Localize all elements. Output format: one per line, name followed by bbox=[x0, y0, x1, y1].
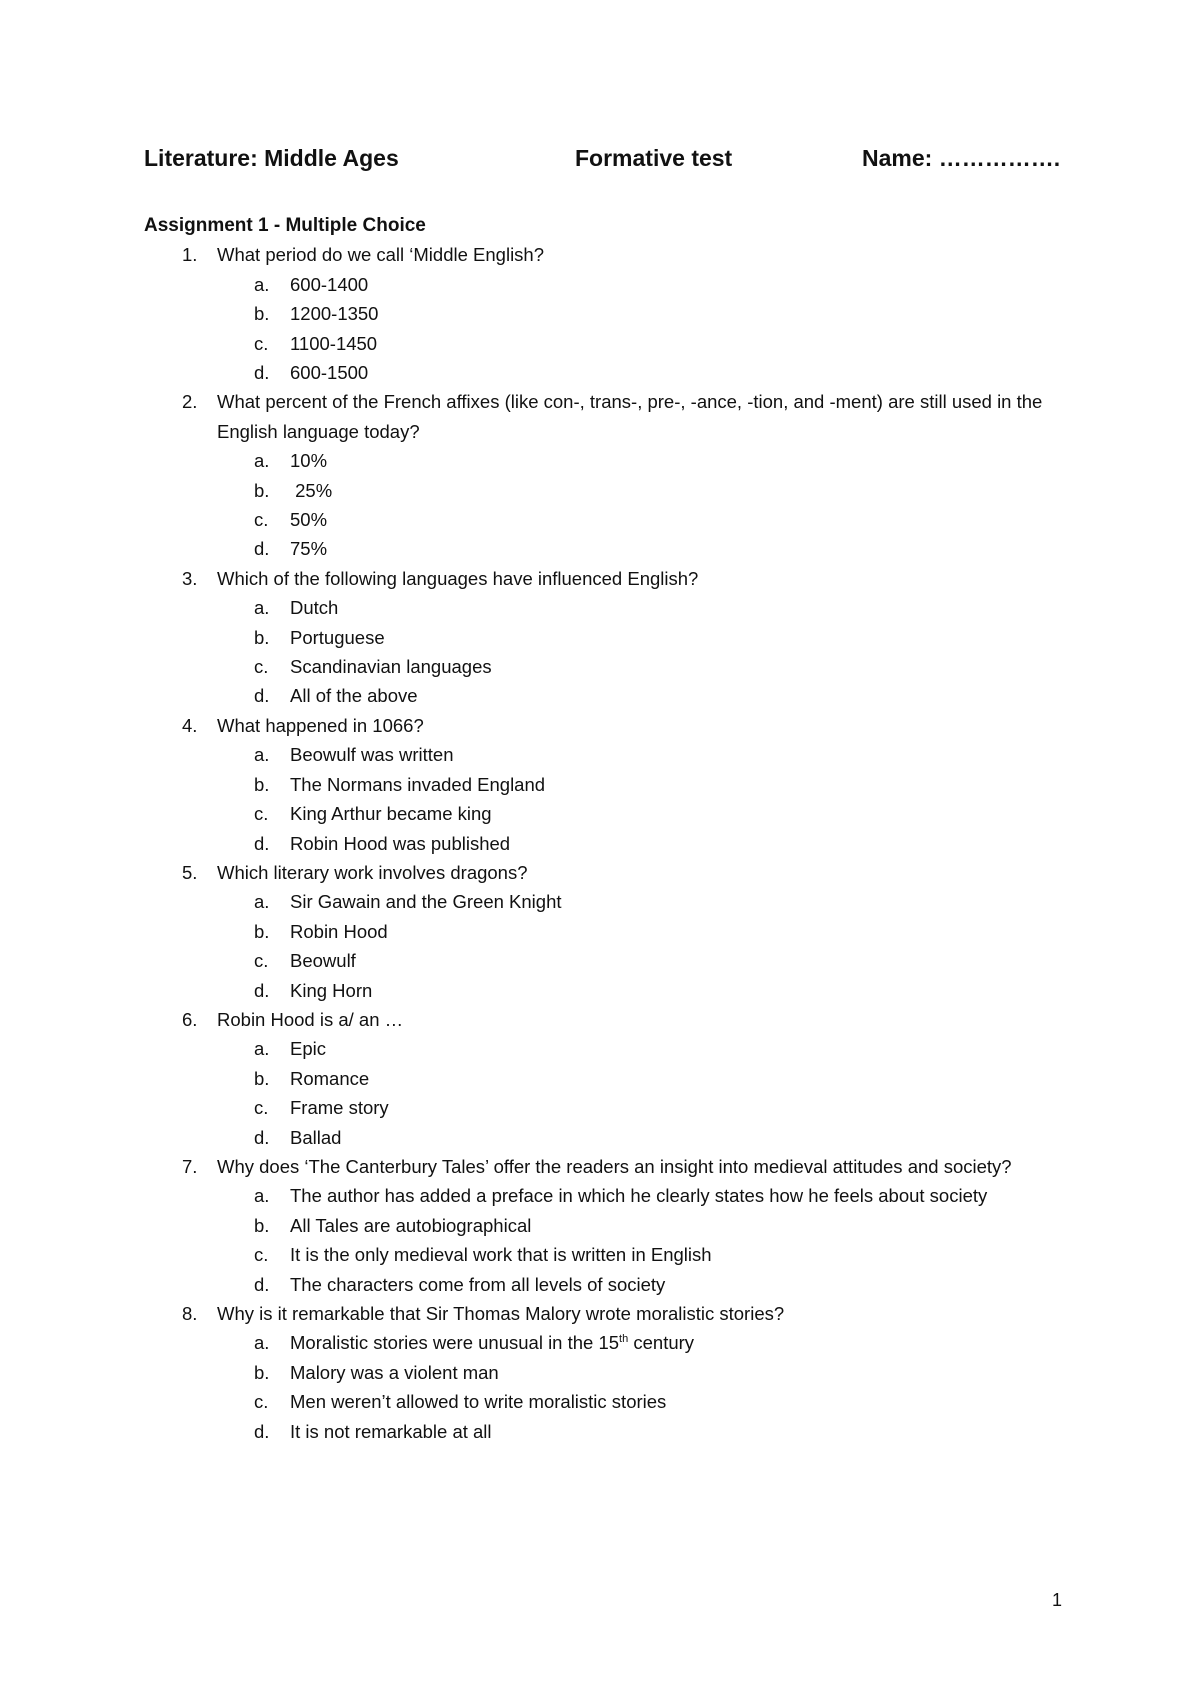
option-list bbox=[217, 887, 1084, 1005]
question-text: What period do we call ‘Middle English? bbox=[217, 244, 545, 266]
question bbox=[144, 1299, 1084, 1446]
option bbox=[217, 799, 1084, 828]
option-letter: d. bbox=[254, 832, 270, 854]
option-text: King Arthur became king bbox=[290, 803, 492, 825]
option bbox=[217, 1034, 1084, 1063]
option-letter: a. bbox=[254, 891, 270, 913]
option-letter: a. bbox=[254, 744, 270, 766]
option bbox=[217, 1270, 1084, 1299]
option-letter: a. bbox=[254, 597, 270, 619]
option-text: Epic bbox=[290, 1038, 326, 1060]
content bbox=[144, 211, 1084, 1446]
option bbox=[217, 976, 1084, 1005]
option bbox=[217, 887, 1084, 916]
option bbox=[217, 770, 1084, 799]
option-list bbox=[217, 446, 1084, 564]
option-list bbox=[217, 593, 1084, 711]
option-letter: c. bbox=[254, 509, 269, 531]
option-letter: c. bbox=[254, 1097, 269, 1119]
option bbox=[217, 623, 1084, 652]
option-text: Beowulf bbox=[290, 950, 356, 972]
option-text: Beowulf was written bbox=[290, 744, 454, 766]
option bbox=[217, 329, 1084, 358]
option-letter: b. bbox=[254, 1067, 270, 1089]
option-letter: d. bbox=[254, 1273, 270, 1295]
option-text: Dutch bbox=[290, 597, 339, 619]
option-text: The characters come from all levels of society bbox=[290, 1273, 666, 1295]
option-text: 600-1500 bbox=[290, 362, 369, 384]
option-letter: d. bbox=[254, 1126, 270, 1148]
question-number: 5. bbox=[182, 861, 198, 883]
question-number: 4. bbox=[182, 714, 198, 736]
option bbox=[217, 1358, 1084, 1387]
option bbox=[217, 299, 1084, 328]
option-letter: d. bbox=[254, 1420, 270, 1442]
document-title: Literature: Middle Ages bbox=[144, 145, 399, 171]
option bbox=[217, 476, 1084, 505]
option-letter: b. bbox=[254, 920, 270, 942]
option bbox=[217, 534, 1084, 563]
question-list bbox=[144, 240, 1084, 1446]
question-text: Which of the following languages have influenced English? bbox=[217, 567, 699, 589]
option-text-after: century bbox=[628, 1332, 695, 1354]
question-number: 2. bbox=[182, 391, 198, 413]
option-text: It is not remarkable at all bbox=[290, 1420, 492, 1442]
question-text: Robin Hood is a/ an … bbox=[217, 1008, 404, 1030]
question bbox=[144, 1005, 1084, 1152]
option-text: 10% bbox=[290, 450, 328, 472]
option bbox=[217, 505, 1084, 534]
option-letter: a. bbox=[254, 1185, 270, 1207]
option-letter: a. bbox=[254, 1038, 270, 1060]
option-text: Robin Hood bbox=[290, 920, 388, 942]
question bbox=[144, 711, 1084, 858]
question bbox=[144, 240, 1084, 387]
option bbox=[217, 917, 1084, 946]
option-text: Moralistic stories were unusual in the 15 bbox=[290, 1332, 620, 1354]
option bbox=[217, 652, 1084, 681]
option-text: The Normans invaded England bbox=[290, 773, 546, 795]
option bbox=[217, 829, 1084, 858]
option-text: All Tales are autobiographical bbox=[290, 1214, 532, 1236]
option-text: Robin Hood was published bbox=[290, 832, 511, 854]
question-text: What percent of the French affixes (like con-, trans-, pre-, -ance, -tion, and -ment) are still used in the English language today? bbox=[217, 391, 1043, 442]
ordinal-suffix: th bbox=[619, 1333, 629, 1346]
question-number: 3. bbox=[182, 567, 198, 589]
option bbox=[217, 358, 1084, 387]
option bbox=[217, 270, 1084, 299]
option-letter: b. bbox=[254, 1214, 270, 1236]
assignment-heading: Assignment 1 - Multiple Choice bbox=[144, 215, 426, 236]
option-text: King Horn bbox=[290, 979, 373, 1001]
option bbox=[217, 446, 1084, 475]
option-text: All of the above bbox=[290, 685, 418, 707]
test-type: Formative test bbox=[575, 145, 733, 171]
option bbox=[217, 740, 1084, 769]
question-text: Why does ‘The Canterbury Tales’ offer the readers an insight into medieval attitudes and society? bbox=[217, 1155, 1012, 1177]
option-list bbox=[217, 1034, 1084, 1152]
option-letter: d. bbox=[254, 362, 270, 384]
option-letter: d. bbox=[254, 685, 270, 707]
option-text: Men weren’t allowed to write moralistic stories bbox=[290, 1391, 667, 1413]
option bbox=[217, 1240, 1084, 1269]
option bbox=[217, 1181, 1084, 1210]
question-number: 1. bbox=[182, 244, 198, 266]
option-text: 50% bbox=[290, 509, 328, 531]
option-list bbox=[217, 740, 1084, 858]
option bbox=[217, 1211, 1084, 1240]
option-text: The author has added a preface in which he clearly states how he feels about society bbox=[290, 1185, 988, 1207]
question bbox=[144, 387, 1084, 563]
question-number: 7. bbox=[182, 1155, 198, 1177]
option bbox=[217, 1387, 1084, 1416]
question bbox=[144, 564, 1084, 711]
option-list bbox=[217, 1328, 1084, 1446]
page-number: 1 bbox=[1052, 1590, 1063, 1610]
option-text: 25% bbox=[290, 479, 333, 501]
option-text: It is the only medieval work that is written in English bbox=[290, 1244, 712, 1266]
option bbox=[217, 946, 1084, 975]
option bbox=[217, 1123, 1084, 1152]
option-letter: a. bbox=[254, 450, 270, 472]
option bbox=[217, 1093, 1084, 1122]
option-letter: b. bbox=[254, 479, 270, 501]
option bbox=[217, 593, 1084, 622]
option-text: 600-1400 bbox=[290, 273, 369, 295]
question-text: Why is it remarkable that Sir Thomas Malory wrote moralistic stories? bbox=[217, 1303, 785, 1325]
option bbox=[217, 681, 1084, 710]
option-text: 1100-1450 bbox=[290, 332, 378, 354]
option-letter: d. bbox=[254, 979, 270, 1001]
option-letter: c. bbox=[254, 950, 269, 972]
option-letter: c. bbox=[254, 1244, 269, 1266]
option bbox=[217, 1328, 1084, 1357]
name-field: Name: ……………. bbox=[862, 145, 1061, 171]
option-letter: d. bbox=[254, 538, 270, 560]
option-letter: c. bbox=[254, 332, 269, 354]
option bbox=[217, 1417, 1084, 1446]
option-list bbox=[217, 270, 1084, 388]
option-text: Ballad bbox=[290, 1126, 342, 1148]
option-text: 75% bbox=[290, 538, 328, 560]
option-letter: a. bbox=[254, 273, 270, 295]
option-letter: b. bbox=[254, 626, 270, 648]
option-text: Malory was a violent man bbox=[290, 1361, 499, 1383]
option-text: Scandinavian languages bbox=[290, 656, 492, 678]
option-letter: b. bbox=[254, 773, 270, 795]
option-text: 1200-1350 bbox=[290, 303, 379, 325]
question-text: Which literary work involves dragons? bbox=[217, 861, 528, 883]
option-text: Romance bbox=[290, 1067, 370, 1089]
option-letter: b. bbox=[254, 303, 270, 325]
question bbox=[144, 858, 1084, 1005]
question bbox=[144, 1152, 1084, 1299]
question-number: 6. bbox=[182, 1008, 198, 1030]
option bbox=[217, 1064, 1084, 1093]
option-letter: c. bbox=[254, 803, 269, 825]
option-letter: b. bbox=[254, 1361, 270, 1383]
question-number: 8. bbox=[182, 1303, 198, 1325]
option-letter: c. bbox=[254, 1391, 269, 1413]
option-text: Sir Gawain and the Green Knight bbox=[290, 891, 562, 913]
option-letter: a. bbox=[254, 1332, 270, 1354]
header bbox=[0, 145, 1200, 179]
option-letter: c. bbox=[254, 656, 269, 678]
option-list bbox=[217, 1181, 1084, 1299]
question-text: What happened in 1066? bbox=[217, 714, 424, 736]
option-text: Frame story bbox=[290, 1097, 389, 1119]
option-text: Portuguese bbox=[290, 626, 385, 648]
